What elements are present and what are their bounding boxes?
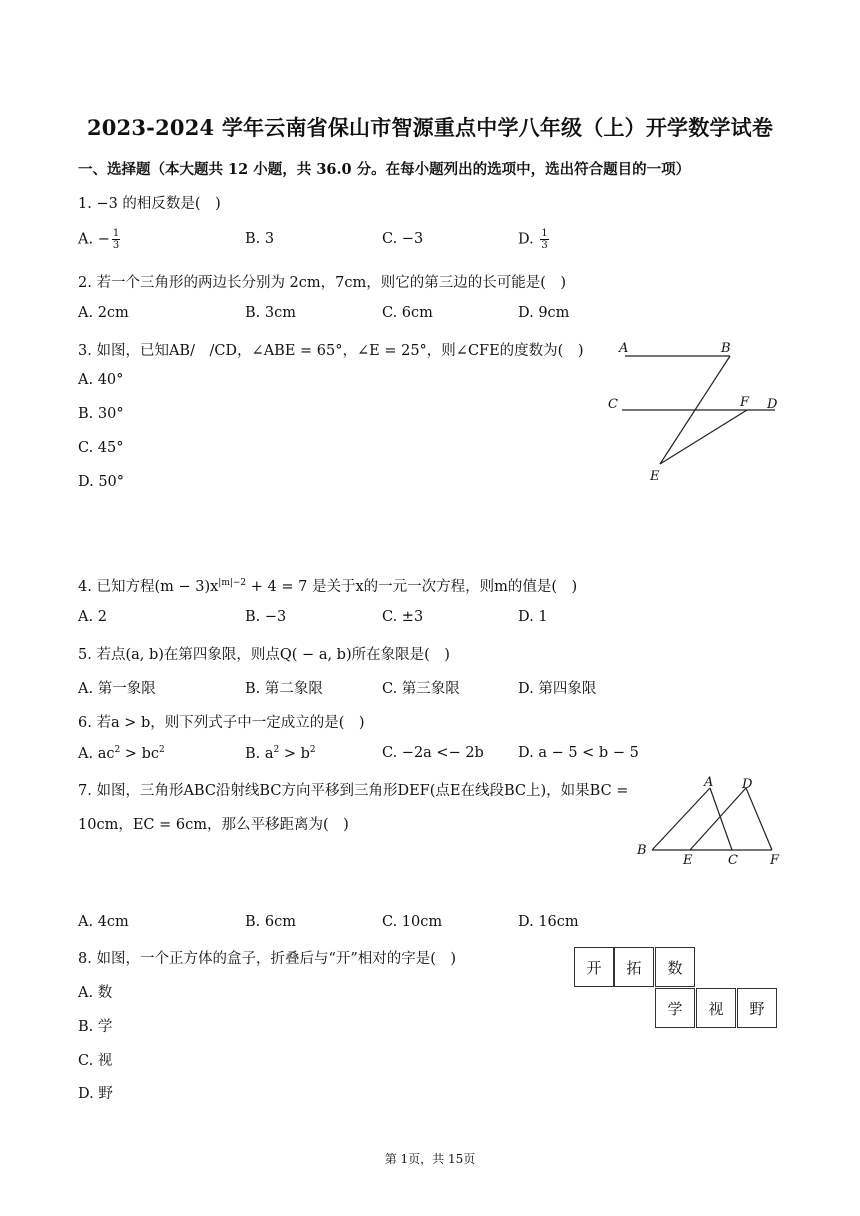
fraction-numerator: 1 (541, 228, 548, 239)
question-1-stem: 1. −3 的相反数是( ) (78, 196, 221, 212)
question-7-figure (632, 772, 792, 870)
question-7-option-d: D. 16cm (518, 914, 579, 930)
question-1-option-a (78, 228, 120, 251)
net-cell: 数 (655, 947, 695, 987)
option-text: > b (279, 745, 310, 762)
point-d-label: D (742, 777, 753, 792)
question-8-option-a: A. 数 (78, 985, 113, 1001)
point-d-label: D (767, 397, 778, 412)
exponent: 2 (158, 745, 165, 755)
fraction (540, 228, 548, 251)
exponent: 2 (273, 745, 280, 755)
exponent: |m|−2 (218, 578, 247, 589)
question-8-option-c: C. 视 (78, 1053, 113, 1069)
question-4-option-a: A. 2 (78, 609, 107, 625)
question-1-option-b: B. 3 (245, 231, 275, 247)
point-f-label: F (740, 395, 750, 410)
question-2-option-d: D. 9cm (518, 305, 570, 321)
question-7-stem-line-2: 10cm，EC = 6cm，那么平移距离为( ) (78, 817, 349, 833)
page-footer: 第 1页，共 15页 (384, 1152, 476, 1166)
question-3-option-b: B. 30° (78, 406, 124, 422)
section-heading: 一、选择题（本大题共 12 小题，共 36.0 分。在每小题列出的选项中，选出符合题目的一项） (78, 161, 691, 178)
option-text: A. ac (78, 745, 115, 762)
question-2-option-a: A. 2cm (78, 305, 129, 321)
option-text: B. a (245, 745, 274, 762)
net-cell: 开 (574, 947, 614, 987)
net-cell: 拓 (614, 947, 654, 987)
question-1-option-c: C. −3 (382, 231, 424, 247)
question-7-option-a: A. 4cm (78, 914, 129, 930)
question-5-option-d: D. 第四象限 (518, 681, 597, 697)
question-5-stem: 5. 若点(a, b)在第四象限，则点Q( − a, b)所在象限是( ) (78, 647, 450, 663)
point-c-label: C (608, 397, 618, 412)
option-text: > bc (120, 745, 159, 762)
fraction-denominator: 3 (541, 240, 548, 251)
question-4-option-b: B. −3 (245, 609, 287, 625)
question-6-stem: 6. 若a > b，则下列式子中一定成立的是( ) (78, 715, 365, 731)
question-5-option-c: C. 第三象限 (382, 681, 460, 697)
option-d-label: D. (518, 231, 539, 248)
fraction-denominator: 3 (112, 240, 120, 251)
question-8-option-d: D. 野 (78, 1086, 113, 1102)
question-3-figure (600, 336, 800, 488)
net-cell: 野 (737, 988, 777, 1028)
question-5-option-b: B. 第二象限 (245, 681, 323, 697)
question-1-option-d (518, 228, 549, 251)
point-f-label: F (770, 853, 780, 868)
question-2-option-c: C. 6cm (382, 305, 433, 321)
question-4-option-c: C. ±3 (382, 609, 424, 625)
point-b-label: B (637, 843, 647, 858)
stem-part: 4. 已知方程(m − 3)x (78, 579, 219, 595)
question-6-option-a (78, 745, 165, 762)
option-a-label: A. − (78, 231, 110, 248)
question-6-option-d: D. a − 5 < b − 5 (518, 745, 639, 761)
net-cell: 学 (655, 988, 695, 1028)
net-cell: 视 (696, 988, 736, 1028)
exponent: 2 (309, 745, 316, 755)
question-2-stem: 2. 若一个三角形的两边长分别为 2cm，7cm，则它的第三边的长可能是( ) (78, 275, 567, 291)
question-8-stem: 8. 如图，一个正方体的盒子，折叠后与“开”相对的字是( ) (78, 951, 457, 967)
exponent: 2 (114, 745, 121, 755)
question-3-stem: 3. 如图，已知AB/ /CD，∠ABE = 65°，∠E = 25°，则∠CFE的度数为( ) (78, 343, 584, 359)
point-a-label: A (619, 341, 629, 356)
question-7-option-c: C. 10cm (382, 914, 443, 930)
point-e-label: E (683, 853, 693, 868)
point-a-label: A (704, 775, 714, 790)
question-7-option-b: B. 6cm (245, 914, 296, 930)
point-c-label: C (728, 853, 738, 868)
fraction-numerator: 1 (112, 228, 120, 239)
question-6-option-b (245, 745, 316, 762)
question-7-stem-line-1: 7. 如图，三角形ABC沿射线BC方向平移到三角形DEF(点E在线段BC上)，如果BC = (78, 783, 629, 799)
fraction (112, 228, 120, 251)
question-8-option-b: B. 学 (78, 1019, 113, 1035)
stem-part: + 4 = 7 是关于x的一元一次方程，则m的值是( ) (246, 579, 578, 595)
question-3-option-a: A. 40° (78, 372, 124, 388)
question-3-option-c: C. 45° (78, 440, 124, 456)
question-5-option-a: A. 第一象限 (78, 681, 156, 697)
question-4-stem (78, 575, 577, 596)
question-6-option-c: C. −2a <− 2b (382, 745, 484, 761)
page-title: 2023-2024 学年云南省保山市智源重点中学八年级（上）开学数学试卷 (86, 115, 774, 140)
question-4-option-d: D. 1 (518, 609, 548, 625)
question-3-option-d: D. 50° (78, 474, 125, 490)
point-e-label: E (650, 469, 660, 484)
question-2-option-b: B. 3cm (245, 305, 296, 321)
point-b-label: B (721, 341, 731, 356)
